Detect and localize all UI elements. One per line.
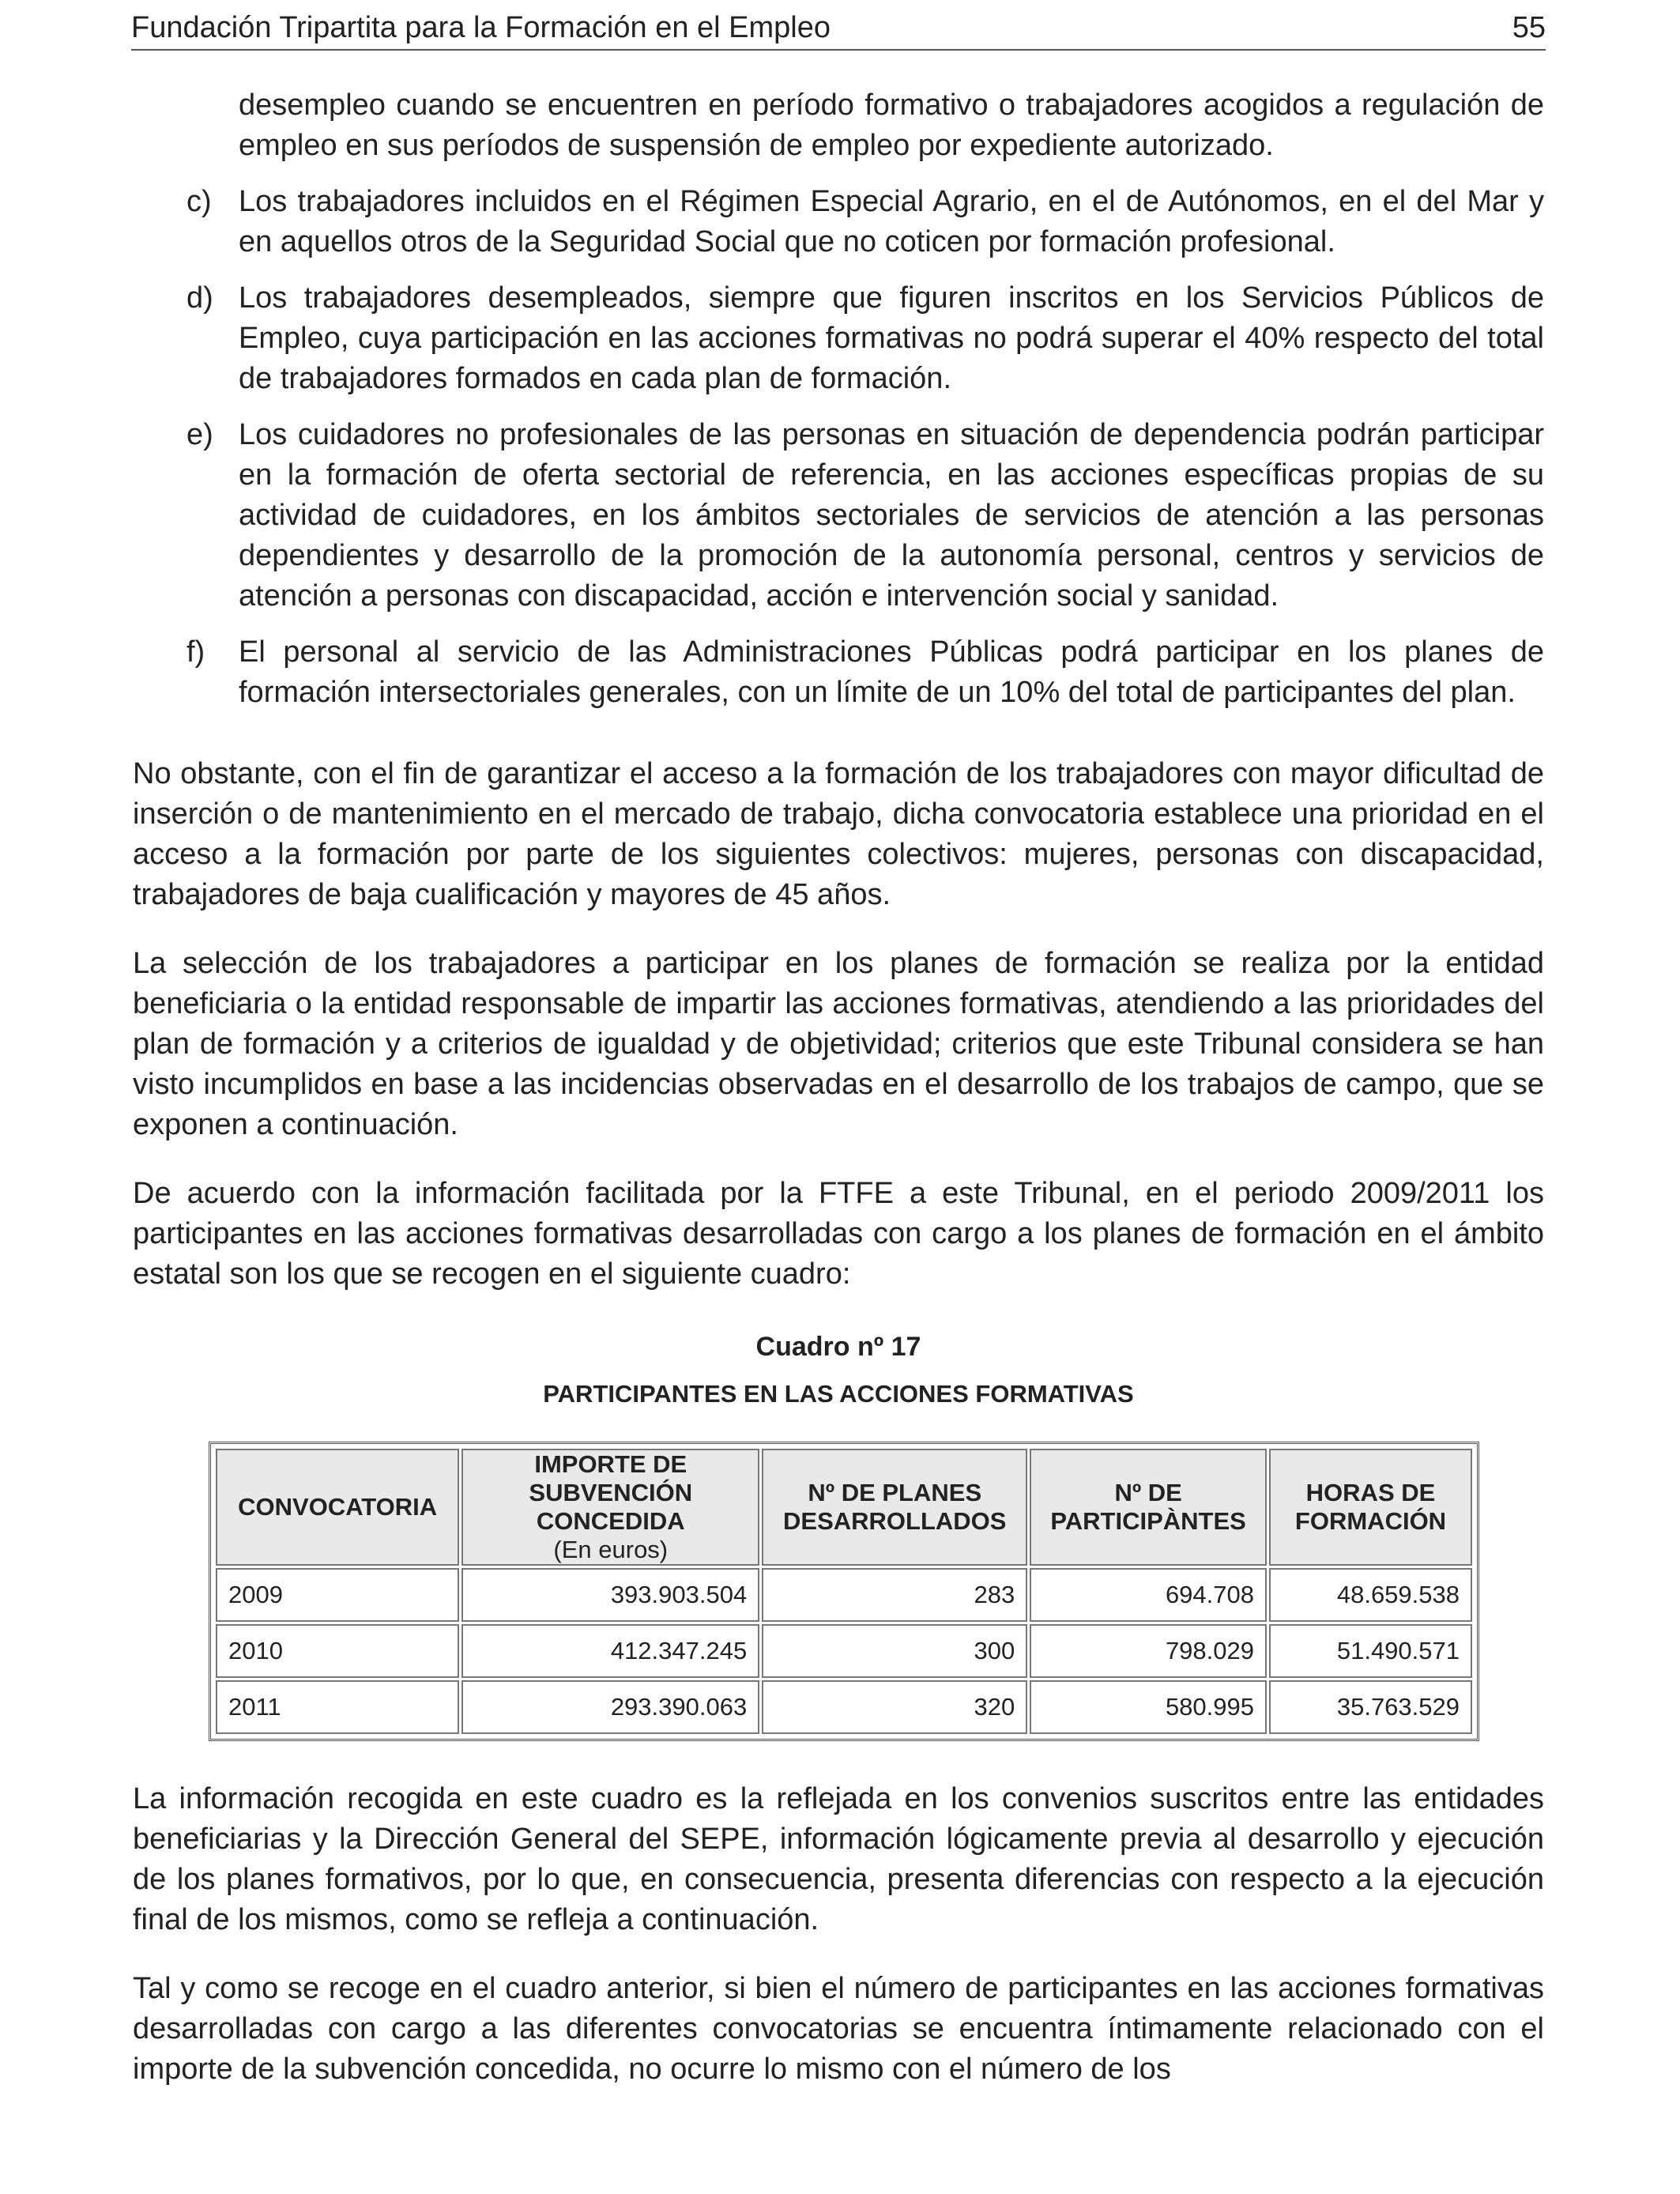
header-title: Fundación Tripartita para la Formación en el Empleo <box>131 11 831 44</box>
header-participantes: Nº DE PARTICIPÀNTES <box>1030 1449 1267 1566</box>
header-convocatoria: CONVOCATORIA <box>216 1449 459 1566</box>
cell-horas: 35.763.529 <box>1269 1680 1472 1734</box>
participants-table <box>209 1442 1479 1741</box>
cell-participantes: 798.029 <box>1030 1624 1267 1678</box>
list-item <box>133 632 1544 713</box>
cell-participantes: 580.995 <box>1030 1680 1267 1734</box>
list-item-text: Los cuidadores no profesionales de las personas en situación de dependencia podrán participar en la formación de oferta sectorial de referencia, en las acciones específicas propias de su actividad de cuidadores, en los ámbitos sectoriales de servicios de atención a las personas dependientes y desarrollo de la promoción de la autonomía personal, centros y servicios de atención a personas con discapacidad, acción e intervención social y sanidad. <box>239 418 1544 613</box>
cell-year: 2009 <box>216 1568 459 1622</box>
list-marker: e) <box>186 418 213 451</box>
list-item-text: Los trabajadores incluidos en el Régimen Especial Agrario, en el de Autónomos, en el del Mar y en aquellos otros de la Seguridad Social que no coticen por formación profesional. <box>239 185 1544 258</box>
cell-importe: 412.347.245 <box>461 1624 759 1678</box>
table-row <box>216 1680 1472 1734</box>
paragraph: La selección de los trabajadores a participar en los planes de formación se realiza por la entidad beneficiaria o la entidad responsable de impartir las acciones formativas, atendiendo a las prioridades del plan de formación y a criterios de igualdad y de objetividad; criterios que este Tribunal considera se han visto incumplidos en base a las incidencias observadas en el desarrollo de los trabajos de campo, que se exponen a continuación. <box>133 947 1544 1141</box>
cell-importe: 293.390.063 <box>461 1680 759 1734</box>
cell-year: 2011 <box>216 1680 459 1734</box>
paragraph: De acuerdo con la información facilitada por la FTFE a este Tribunal, en el periodo 2009/2011 los participantes en las acciones formativas desarrolladas con cargo a los planes de formación en el ámbito estatal son los que se recogen en el siguiente cuadro: <box>133 1177 1544 1291</box>
cell-horas: 48.659.538 <box>1269 1568 1472 1622</box>
table-row <box>216 1624 1472 1678</box>
list-marker: d) <box>186 281 213 315</box>
list-item-text: El personal al servicio de las Administraciones Públicas podrá participar en los planes de formación intersectoriales generales, con un límite de un 10% del total de participantes del plan. <box>239 635 1544 709</box>
cell-planes: 300 <box>762 1624 1027 1678</box>
table-caption: Cuadro nº 17 <box>755 1332 921 1362</box>
table-header-row <box>216 1449 1472 1566</box>
cell-horas: 51.490.571 <box>1269 1624 1472 1678</box>
list-item <box>133 278 1544 399</box>
paragraph: La información recogida en este cuadro es la reflejada en los convenios suscritos entre las entidades beneficiarias y la Dirección General del SEPE, información lógicamente previa al desarrollo y ejecución de los planes formativos, por lo que, en consecuencia, presenta diferencias con respecto a la ejecución final de los mismos, como se refleja a continuación. <box>133 1782 1544 1936</box>
page-number: 55 <box>1512 11 1546 44</box>
header-horas: HORAS DE FORMACIÓN <box>1269 1449 1472 1566</box>
list-marker: f) <box>186 635 205 669</box>
list-item-text: desempleo cuando se encuentren en período formativo o trabajadores acogidos a regulación de empleo en sus períodos de suspensión de empleo por expediente autorizado. <box>239 89 1544 162</box>
header-importe: IMPORTE DE SUBVENCIÓN CONCEDIDA (En euros) <box>461 1449 759 1566</box>
cell-participantes: 694.708 <box>1030 1568 1267 1622</box>
cell-planes: 320 <box>762 1680 1027 1734</box>
table-row <box>216 1568 1472 1622</box>
list-item <box>133 415 1544 616</box>
paragraph: Tal y como se recoge en el cuadro anterior, si bien el número de participantes en las acciones formativas desarrolladas con cargo a las diferentes convocatorias se encuentra íntimamente relacionado con el importe de la subvención concedida, no ocurre lo mismo con el número de los <box>133 1972 1544 2086</box>
list-item <box>133 182 1544 262</box>
table-subtitle: PARTICIPANTES EN LAS ACCIONES FORMATIVAS <box>543 1380 1134 1408</box>
cell-importe: 393.903.504 <box>461 1568 759 1622</box>
list-marker: c) <box>186 185 212 218</box>
list-item-text: Los trabajadores desempleados, siempre que figuren inscritos en los Servicios Públicos de Empleo, cuya participación en las acciones formativas no podrá superar el 40% respecto del total de trabajadores formados en cada plan de formación. <box>239 281 1544 395</box>
list-item-continuation <box>133 85 1544 166</box>
page-header <box>131 6 1546 51</box>
cell-planes: 283 <box>762 1568 1027 1622</box>
cell-year: 2010 <box>216 1624 459 1678</box>
header-planes: Nº DE PLANES DESARROLLADOS <box>762 1449 1027 1566</box>
paragraph: No obstante, con el fin de garantizar el acceso a la formación de los trabajadores con mayor dificultad de inserción o de mantenimiento en el mercado de trabajo, dicha convocatoria establece una prioridad en el acceso a la formación por parte de los siguientes colectivos: mujeres, personas con discapacidad, trabajadores de baja cualificación y mayores de 45 años. <box>133 757 1544 911</box>
document-body <box>133 85 1544 2118</box>
